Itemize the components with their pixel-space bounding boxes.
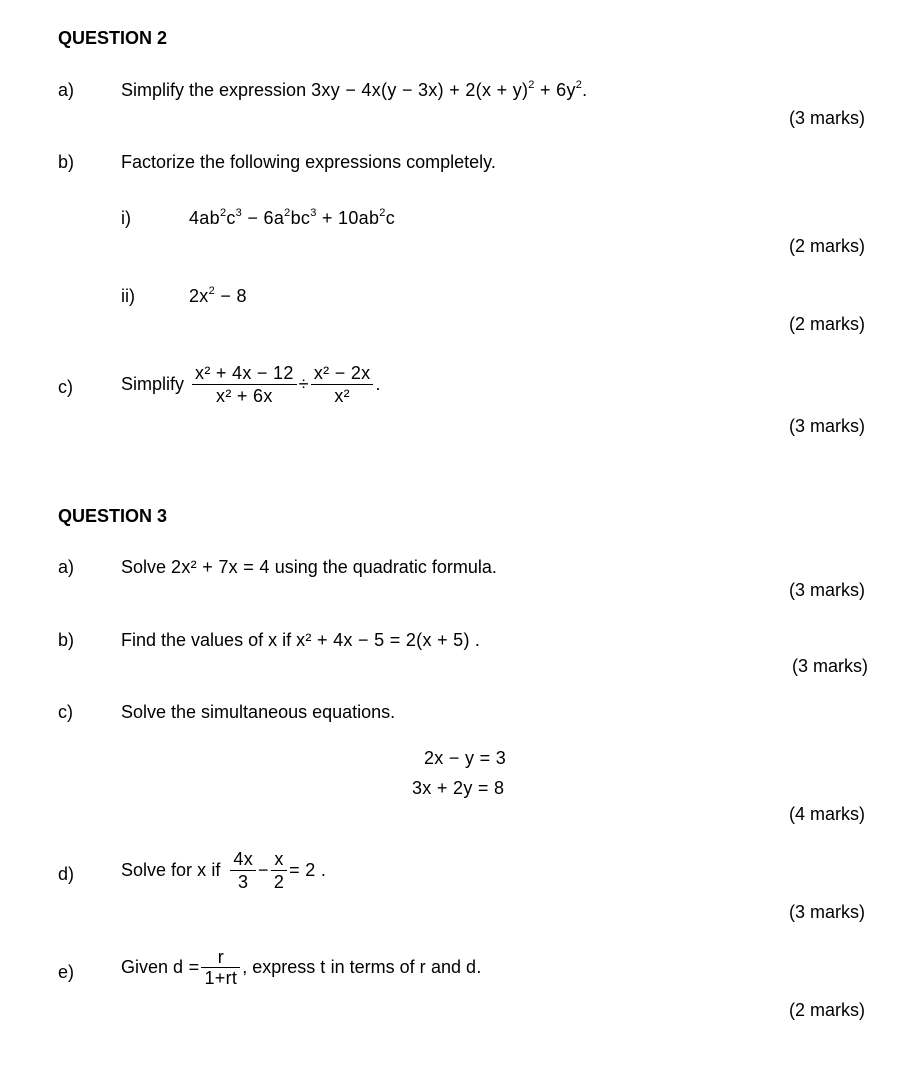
- q2c-label: c): [58, 377, 73, 397]
- q3c-equation-1: 2x − y = 3: [424, 748, 507, 768]
- q3d-variable: x: [197, 860, 207, 880]
- question-3-heading: QUESTION 3: [58, 506, 168, 526]
- q3e-text4: and: [430, 957, 461, 977]
- q2c-divide-sign: ÷: [298, 374, 309, 394]
- q3a-question: [121, 557, 497, 578]
- q2bii-marks: (2 marks): [789, 314, 865, 334]
- q3a-text: Solve: [121, 557, 167, 577]
- q3d-label: d): [58, 864, 75, 884]
- q3b-marks: (3 marks): [792, 656, 868, 676]
- q2a-question: [121, 80, 587, 101]
- question-2-heading: QUESTION 2: [58, 28, 168, 48]
- q3e-text2: , express: [242, 957, 316, 977]
- q3d-fraction-1: [230, 848, 256, 893]
- q3e-text3: in terms of: [330, 957, 415, 977]
- q2a-expression: $3xy - 4x(y - 3x) + 2(x + y)^2 + 6y^2$.: [311, 79, 588, 100]
- q3e-question: [121, 947, 482, 988]
- q2bii-expression: $2x^2 - 8$: [189, 285, 247, 306]
- q3e-var-r: r: [419, 957, 426, 977]
- q2a-marks: (3 marks): [789, 108, 865, 128]
- q2c-fraction-1: [192, 362, 297, 407]
- q2b-label: b): [58, 152, 75, 172]
- q2bi-marks: (2 marks): [789, 236, 865, 256]
- q3d-frac2-numerator: x: [271, 848, 287, 871]
- q3d-marks: (3 marks): [789, 902, 865, 922]
- q3d-tail: = 2 .: [289, 860, 327, 880]
- q2c-marks: (3 marks): [789, 416, 865, 436]
- q3a-marks: (3 marks): [789, 580, 865, 600]
- q2a-label: a): [58, 80, 75, 100]
- q3d-frac1-numerator: 4x: [230, 848, 256, 871]
- q3b-question: [121, 630, 480, 651]
- q2c-frac2-numerator: x² − 2x: [311, 362, 374, 385]
- q2bi-label: i): [121, 208, 131, 228]
- q2c-text: Simplify: [121, 374, 185, 394]
- q3e-var-d: d: [466, 957, 477, 977]
- q3d-question: [121, 848, 326, 893]
- q2c-question: [121, 362, 381, 407]
- q3e-frac-numerator: r: [201, 947, 240, 968]
- q3b-text: Find the values of x if: [121, 630, 292, 650]
- q3b-period: .: [474, 630, 481, 650]
- q3c-label: c): [58, 702, 73, 722]
- q3e-marks: (2 marks): [789, 1000, 865, 1020]
- q2c-frac1-denominator: x² + 6x: [216, 386, 273, 406]
- q3a-text2: using the quadratic formula.: [274, 557, 497, 577]
- q2a-text: Simplify the expression: [121, 80, 307, 100]
- q3e-lhs: d =: [173, 957, 200, 977]
- q3d-text: Solve for: [121, 860, 193, 880]
- q3e-label: e): [58, 962, 75, 982]
- q3e-frac-denominator: 1+rt: [204, 968, 238, 988]
- q3b-expression: x² + 4x − 5 = 2(x + 5): [296, 630, 470, 650]
- q3b-label: b): [58, 630, 75, 650]
- q3d-fraction-2: [271, 848, 287, 893]
- q2b-text: Factorize the following expressions completely.: [121, 152, 496, 172]
- q3d-text2: if: [211, 860, 221, 880]
- q2bi-expression: $4ab^2c^3 - 6a^2bc^3 + 10ab^2c$: [189, 207, 396, 228]
- q3d-frac2-denominator: 2: [273, 872, 285, 892]
- q3c-marks: (4 marks): [789, 804, 865, 824]
- q2c-period: .: [375, 374, 381, 394]
- q3e-fraction: [201, 947, 240, 988]
- q3e-period: .: [476, 957, 482, 977]
- q2c-frac2-denominator: x²: [334, 386, 350, 406]
- q3d-minus-sign: −: [258, 860, 269, 880]
- q3e-text: Given: [121, 957, 169, 977]
- q2c-frac1-numerator: x² + 4x − 12: [192, 362, 297, 385]
- q3c-text: Solve the simultaneous equations.: [121, 702, 396, 722]
- q3d-frac1-denominator: 3: [238, 872, 249, 892]
- q2c-fraction-2: [311, 362, 374, 407]
- q3a-expression: 2x² + 7x = 4: [171, 557, 270, 577]
- q3e-var-t: t: [320, 957, 326, 977]
- q2bii-label: ii): [121, 286, 135, 306]
- q3a-label: a): [58, 557, 75, 577]
- q3c-equation-2: 3x + 2y = 8: [412, 778, 505, 798]
